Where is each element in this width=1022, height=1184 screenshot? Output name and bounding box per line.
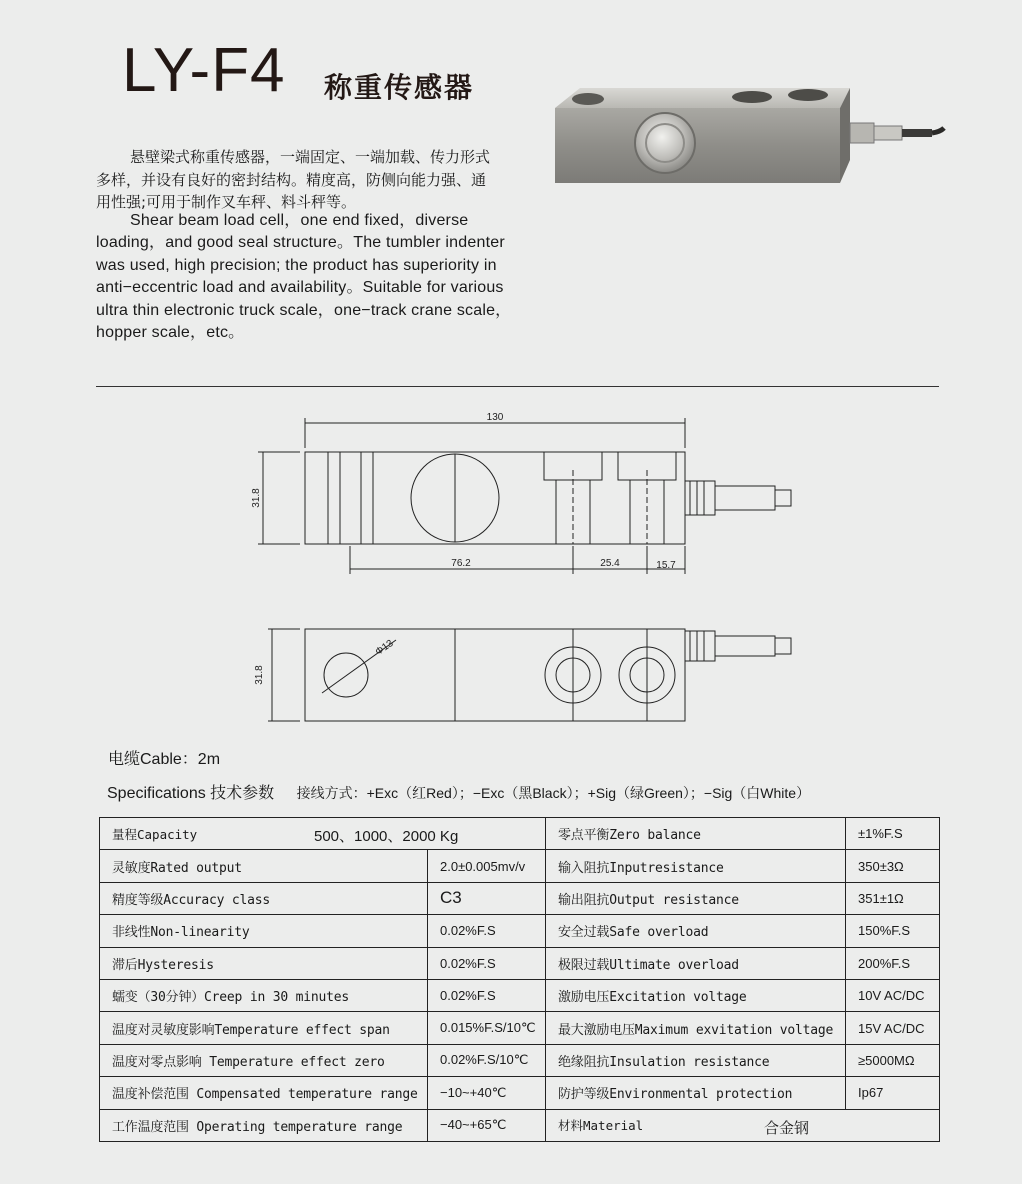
spec-value: C3 [428, 882, 546, 914]
spec-heading-line [107, 780, 810, 803]
spec-table [99, 817, 940, 1142]
desc-en-line-4: anti−eccentric load and availability。Suitable for various [96, 279, 504, 297]
spec-label: 工作温度范围 Operating temperature range [100, 1109, 428, 1141]
spec-value: 150%F.S [846, 915, 940, 947]
spec-value: −10~+40℃ [428, 1077, 546, 1109]
dim-length: 130 [486, 412, 504, 423]
spec-value: 200%F.S [846, 947, 940, 979]
spec-label: 蠕变（30分钟）Creep in 30 minutes [100, 979, 428, 1011]
spec-label: 温度对灵敏度影响Temperature effect span [100, 1012, 428, 1044]
spec-heading: Specifications 技术参数 [107, 785, 275, 802]
spec-value: 500、1000、2000 Kg [314, 828, 459, 845]
desc-cn-line-2: 多样，并设有良好的密封结构。精度高，防侧向能力强、通 [96, 170, 487, 189]
spec-label: 材料Material [558, 1118, 644, 1134]
table-row [100, 818, 940, 850]
spec-label: 精度等级Accuracy class [100, 882, 428, 914]
wiring-info: 接线方式：+Exc（红Red）；−Exc（黑Black）；+Sig（绿Green）；−Sig（白White） [296, 785, 811, 801]
spec-value: 0.02%F.S [428, 915, 546, 947]
spec-value: 0.02%F.S [428, 979, 546, 1011]
spec-label: 输出阻抗Output resistance [546, 882, 846, 914]
spec-value: ±1%F.S [846, 818, 940, 850]
spec-label: 滞后Hysteresis [100, 947, 428, 979]
desc-en-line-5: ultra thin electronic truck scale，one−track crane scale， [96, 301, 512, 319]
capacity-cell [100, 818, 546, 850]
desc-en-line-6: hopper scale，etc。 [96, 324, 245, 342]
spec-value: 0.015%F.S/10℃ [428, 1012, 546, 1044]
table-row [100, 915, 940, 947]
spec-label: 输入阻抗Inputresistance [546, 850, 846, 882]
table-row [100, 979, 940, 1011]
description-chinese [96, 146, 536, 214]
spec-value: 351±1Ω [846, 882, 940, 914]
section-divider [96, 386, 939, 387]
dim-height-front: 31.8 [251, 488, 262, 508]
spec-value: 合金钢 [764, 1118, 810, 1137]
product-name-cn: 称重传感器 [324, 71, 475, 104]
table-row [100, 1044, 940, 1076]
front-view [258, 418, 791, 574]
table-row [100, 882, 940, 914]
desc-en-line-3: was used, high precision; the product has superiority in [96, 256, 497, 274]
spec-label: 安全过载Safe overload [546, 915, 846, 947]
spec-label: 温度对零点影响 Temperature effect zero [100, 1044, 428, 1076]
spec-label: 零点平衡Zero balance [546, 818, 846, 850]
table-row [100, 947, 940, 979]
top-view [268, 629, 791, 721]
dim-hole-position: 76.2 [451, 558, 471, 569]
spec-value: ≥5000MΩ [846, 1044, 940, 1076]
technical-drawing [240, 400, 810, 740]
product-photo [540, 78, 950, 198]
spec-label: 灵敏度Rated output [100, 850, 428, 882]
table-row [100, 1012, 940, 1044]
spec-label: 激励电压Excitation voltage [546, 979, 846, 1011]
spec-value: 2.0±0.005mv/v [428, 850, 546, 882]
spec-value: Ip67 [846, 1077, 940, 1109]
spec-value: 15V AC/DC [846, 1012, 940, 1044]
dim-end: 15.7 [656, 560, 676, 571]
spec-label: 最大激励电压Maximum exvitation voltage [546, 1012, 846, 1044]
spec-value: 10V AC/DC [846, 979, 940, 1011]
spec-value: −40~+65℃ [428, 1109, 546, 1141]
dim-height-top: 31.8 [254, 665, 265, 685]
spec-value: 350±3Ω [846, 850, 940, 882]
spec-label: 非线性Non-linearity [100, 915, 428, 947]
desc-en-line-1: Shear beam load cell，one end fixed，diverse [130, 212, 469, 229]
table-row [100, 1109, 940, 1141]
desc-en-line-2: loading，and good seal structure。The tumbler indenter [96, 234, 505, 252]
spec-label: 极限过载Ultimate overload [546, 947, 846, 979]
product-model-title: LY-F4 [122, 36, 286, 105]
spec-label: 绝缘阻抗Insulation resistance [546, 1044, 846, 1076]
table-row [100, 850, 940, 882]
desc-cn-line-3: 用性强;可用于制作叉车秤、料斗秤等。 [96, 193, 357, 211]
description-english [96, 210, 536, 344]
cable-length: 电缆Cable：2m [108, 751, 221, 768]
table-row [100, 1077, 940, 1109]
spec-label: 量程Capacity [112, 826, 198, 842]
spec-value: 0.02%F.S/10℃ [428, 1044, 546, 1076]
dim-hole-spacing: 25.4 [600, 558, 620, 569]
spec-label: 防护等级Environmental protection [546, 1077, 846, 1109]
spec-label: 温度补偿范围 Compensated temperature range [100, 1077, 428, 1109]
spec-value: 0.02%F.S [428, 947, 546, 979]
material-cell [546, 1109, 940, 1141]
dim-bore: Φ13 [373, 637, 396, 658]
desc-cn-line-1: 悬壁梁式称重传感器，一端固定、一端加载、传力形式 [130, 148, 491, 166]
